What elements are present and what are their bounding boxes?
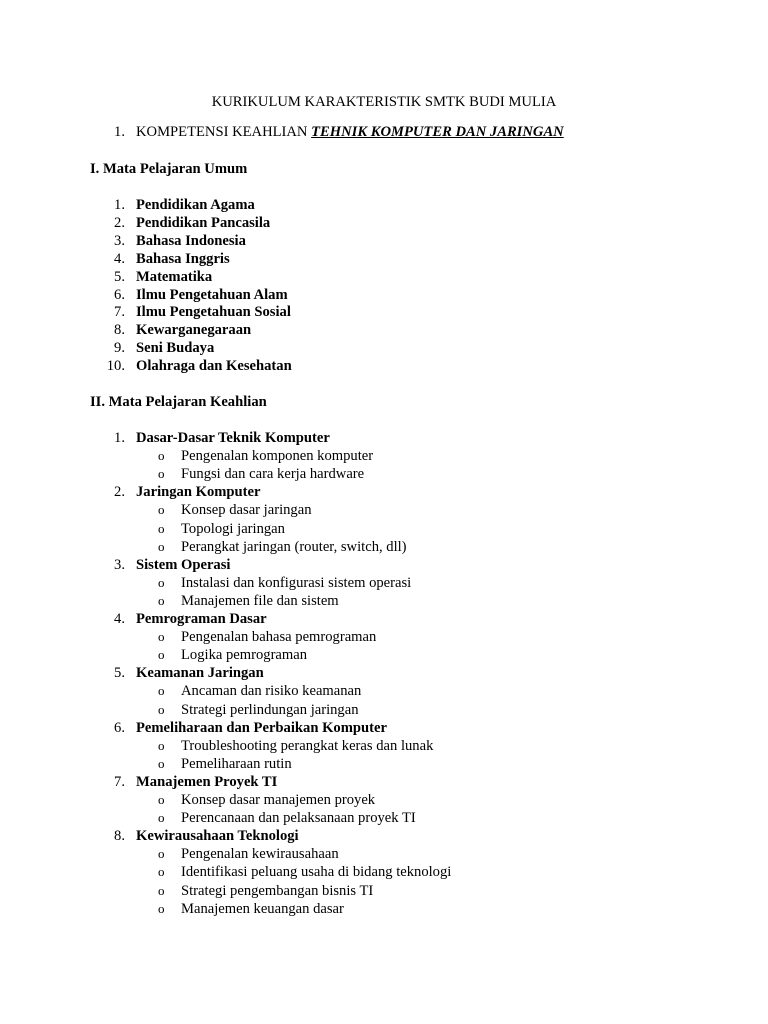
general-subject-number: 4.	[114, 250, 125, 267]
general-subject-number: 9.	[114, 340, 125, 357]
subtopic-label: Perangkat jaringan (router, switch, dll)	[181, 538, 407, 555]
general-subject-label: Olahraga dan Kesehatan	[136, 358, 292, 375]
general-subject-number: 5.	[114, 268, 125, 285]
bullet-icon: o	[158, 647, 165, 663]
general-subject-number: 8.	[114, 322, 125, 339]
general-subject-number: 1.	[114, 197, 125, 213]
general-subject-number: 2.	[114, 214, 125, 231]
subtopic-label: Konsep dasar jaringan	[181, 502, 312, 519]
expertise-subject-label: Keamanan Jaringan	[136, 665, 264, 682]
subtopic-label: Konsep dasar manajemen proyek	[181, 792, 376, 808]
expertise-subject-label: Pemeliharaan dan Perbaikan Komputer	[136, 719, 387, 736]
subtopic-label: Pengenalan komponen komputer	[181, 448, 374, 465]
subtopic-label: Strategi perlindungan jaringan	[181, 701, 359, 718]
subtopic-label: Perencanaan dan pelaksanaan proyek TI	[181, 810, 416, 827]
general-subject-label: Ilmu Pengetahuan Alam	[136, 286, 288, 303]
general-subject-number: 7.	[114, 304, 125, 321]
general-subject-label: Bahasa Indonesia	[136, 232, 246, 249]
general-subject-label: Matematika	[136, 268, 213, 285]
expertise-subject-label: Dasar-Dasar Teknik Komputer	[136, 430, 330, 446]
bullet-icon: o	[158, 846, 165, 862]
expertise-subject-number: 6.	[114, 719, 125, 736]
general-subject-label: Pendidikan Agama	[136, 197, 255, 213]
subtopic-label: Troubleshooting perangkat keras dan lunak	[181, 737, 434, 754]
competency-number: 1.	[114, 124, 125, 140]
expertise-subject-number: 5.	[114, 665, 125, 682]
general-subject-label: Bahasa Inggris	[136, 250, 230, 267]
bullet-icon: o	[158, 701, 165, 717]
subtopic-label: Manajemen keuangan dasar	[181, 900, 344, 917]
bullet-icon: o	[158, 792, 165, 807]
subtopic-label: Identifikasi peluang usaha di bidang teknologi	[181, 864, 452, 881]
subtopic-label: Pengenalan kewirausahaan	[181, 846, 339, 863]
bullet-icon: o	[158, 900, 165, 916]
bullet-icon: o	[158, 810, 165, 826]
expertise-subject-label: Sistem Operasi	[136, 556, 231, 573]
section-expertise-heading: II. Mata Pelajaran Keahlian	[90, 394, 267, 410]
subtopic-label: Manajemen file dan sistem	[181, 592, 339, 609]
general-subject-number: 3.	[114, 232, 125, 249]
subtopic-label: Pemeliharaan rutin	[181, 755, 292, 772]
bullet-icon: o	[158, 592, 165, 608]
expertise-subject-label: Manajemen Proyek TI	[136, 773, 278, 790]
bullet-icon: o	[158, 574, 165, 590]
bullet-icon: o	[158, 502, 165, 518]
expertise-subject-number: 1.	[114, 430, 125, 446]
section-general-heading: I. Mata Pelajaran Umum	[90, 161, 248, 177]
bullet-icon: o	[158, 448, 165, 464]
general-subject-label: Pendidikan Pancasila	[136, 214, 271, 231]
subtopic-label: Ancaman dan risiko keamanan	[181, 683, 362, 700]
expertise-subject-number: 2.	[114, 484, 125, 501]
general-subject-label: Ilmu Pengetahuan Sosial	[136, 304, 291, 321]
bullet-icon: o	[158, 737, 165, 753]
competency-label: KOMPETENSI KEAHLIAN	[136, 124, 308, 140]
bullet-icon: o	[158, 864, 165, 880]
subtopic-label: Pengenalan bahasa pemrograman	[181, 629, 377, 646]
bullet-icon: o	[158, 629, 165, 645]
expertise-subject-label: Kewirausahaan Teknologi	[136, 828, 299, 845]
bullet-icon: o	[158, 683, 165, 699]
bullet-icon: o	[158, 466, 165, 482]
expertise-subject-number: 3.	[114, 556, 125, 573]
bullet-icon: o	[158, 755, 165, 771]
subtopic-label: Logika pemrograman	[181, 647, 308, 664]
general-subject-label: Seni Budaya	[136, 340, 215, 357]
expertise-subject-label: Jaringan Komputer	[136, 484, 261, 501]
subtopic-label: Instalasi dan konfigurasi sistem operasi	[181, 574, 412, 591]
general-subject-label: Kewarganegaraan	[136, 322, 252, 339]
general-subject-number: 10.	[106, 358, 125, 375]
general-subject-number: 6.	[114, 286, 125, 303]
expertise-subject-label: Pemrograman Dasar	[136, 611, 267, 627]
competency-program: TEHNIK KOMPUTER DAN JARINGAN	[311, 124, 564, 140]
expertise-subject-number: 4.	[114, 611, 125, 627]
bullet-icon: o	[158, 520, 165, 536]
subtopic-label: Strategi pengembangan bisnis TI	[181, 882, 374, 899]
bullet-icon: o	[158, 882, 165, 898]
expertise-subject-number: 8.	[114, 828, 125, 845]
document-title: KURIKULUM KARAKTERISTIK SMTK BUDI MULIA	[211, 94, 557, 110]
expertise-subject-number: 7.	[114, 773, 125, 790]
subtopic-label: Topologi jaringan	[181, 520, 285, 537]
subtopic-label: Fungsi dan cara kerja hardware	[181, 466, 365, 483]
bullet-icon: o	[158, 538, 165, 554]
